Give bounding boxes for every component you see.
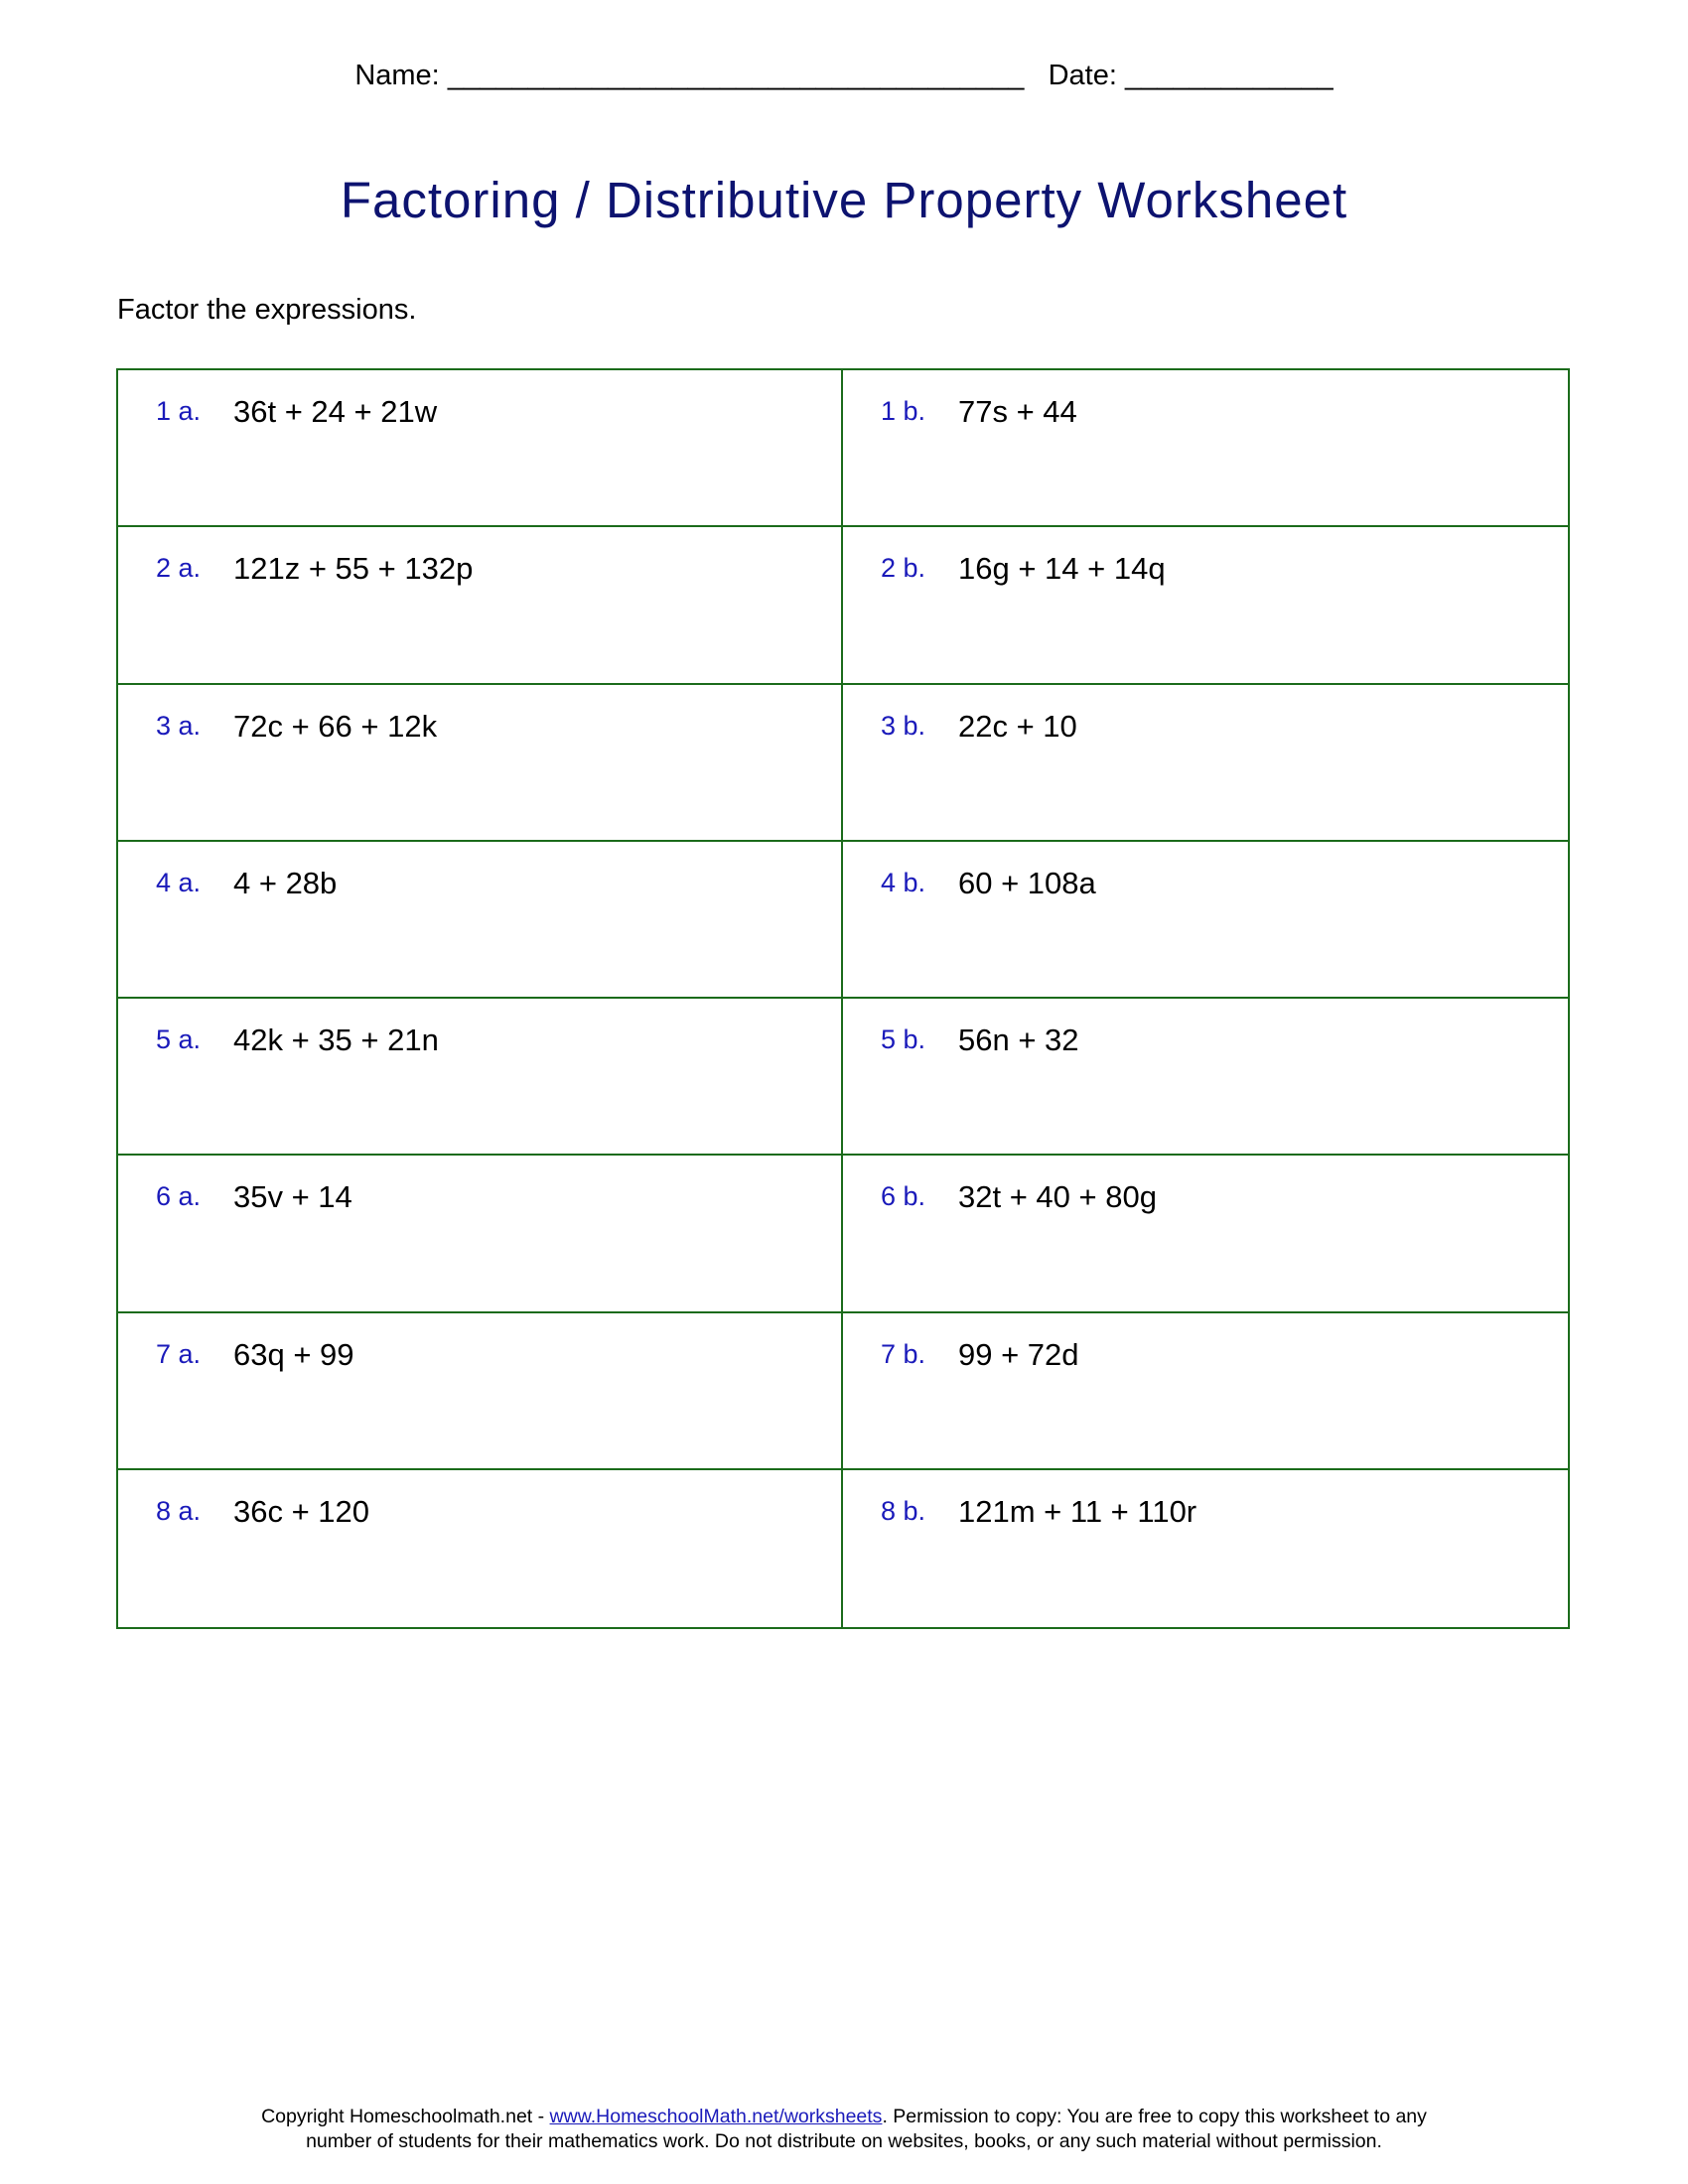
problem-expression: 4 + 28b — [233, 865, 338, 900]
problem-expression: 121z + 55 + 132p — [233, 551, 474, 587]
problem-cell — [118, 685, 843, 842]
page-title: Factoring / Distributive Property Worksheet — [340, 172, 1348, 228]
problem-expression: 22c + 10 — [958, 708, 1077, 744]
problem-cell — [118, 1470, 843, 1627]
problem-number: 3 b. — [881, 710, 926, 741]
problem-expression: 42k + 35 + 21n — [233, 1023, 439, 1057]
problem-cell — [118, 1313, 843, 1470]
problem-expression: 16g + 14 + 14q — [958, 551, 1166, 587]
problem-number: 1 a. — [156, 396, 202, 426]
problem-number: 5 a. — [156, 1024, 202, 1054]
problem-expression: 36c + 120 — [233, 1493, 370, 1529]
name-date-header — [0, 60, 1688, 92]
problem-expression: 121m + 11 + 110r — [958, 1493, 1197, 1529]
name-label: Name: — [354, 60, 440, 91]
problem-number: 6 a. — [156, 1181, 202, 1212]
problem-grid — [116, 368, 1570, 1629]
problem-cell — [843, 1313, 1568, 1470]
problem-expression: 32t + 40 + 80g — [958, 1179, 1157, 1215]
date-blank[interactable]: _____________ — [1125, 60, 1334, 91]
footer-line-1 — [0, 2105, 1688, 2129]
copyright-footer — [0, 2105, 1688, 2154]
problem-number: 4 b. — [881, 867, 926, 897]
problem-cell — [118, 370, 843, 527]
problem-cell — [118, 999, 843, 1156]
problem-number: 8 b. — [881, 1495, 926, 1526]
problem-cell — [118, 842, 843, 999]
problem-cell — [843, 1470, 1568, 1627]
problem-cell — [843, 1156, 1568, 1312]
problem-number: 7 a. — [156, 1338, 202, 1369]
problem-cell — [843, 685, 1568, 842]
problem-cell — [843, 527, 1568, 684]
problem-expression: 60 + 108a — [958, 865, 1096, 900]
problem-cell — [118, 527, 843, 684]
problem-number: 2 b. — [881, 553, 926, 584]
date-label: Date: — [1048, 60, 1117, 91]
worksheets-link[interactable]: www.HomeschoolMath.net/worksheets — [549, 2106, 883, 2127]
problem-number: 3 a. — [156, 710, 202, 741]
problem-number: 1 b. — [881, 396, 926, 426]
problem-cell — [843, 999, 1568, 1156]
problem-cell — [843, 370, 1568, 527]
problem-expression: 56n + 32 — [958, 1023, 1079, 1057]
problem-number: 5 b. — [881, 1024, 926, 1054]
problem-expression: 72c + 66 + 12k — [233, 708, 438, 744]
problem-expression: 36t + 24 + 21w — [233, 394, 438, 429]
problem-number: 6 b. — [881, 1181, 926, 1212]
problem-number: 7 b. — [881, 1338, 926, 1369]
problem-cell — [843, 842, 1568, 999]
problem-cell — [118, 1156, 843, 1312]
problem-number: 8 a. — [156, 1495, 202, 1526]
footer-permission: . Permission to copy: You are free to copy this worksheet to any — [882, 2106, 1427, 2127]
problem-number: 4 a. — [156, 867, 202, 897]
name-blank[interactable]: ____________________________________ — [447, 60, 1025, 91]
problem-expression: 35v + 14 — [233, 1179, 352, 1215]
problem-expression: 63q + 99 — [233, 1336, 354, 1372]
problem-expression: 77s + 44 — [958, 394, 1077, 429]
problem-expression: 99 + 72d — [958, 1336, 1079, 1372]
instructions: Factor the expressions. — [117, 294, 417, 326]
footer-line-2: number of students for their mathematics work. Do not distribute on websites, books, or any such material without permission. — [306, 2130, 1382, 2152]
footer-prefix: Copyright Homeschoolmath.net - — [261, 2106, 550, 2127]
problem-number: 2 a. — [156, 553, 202, 584]
